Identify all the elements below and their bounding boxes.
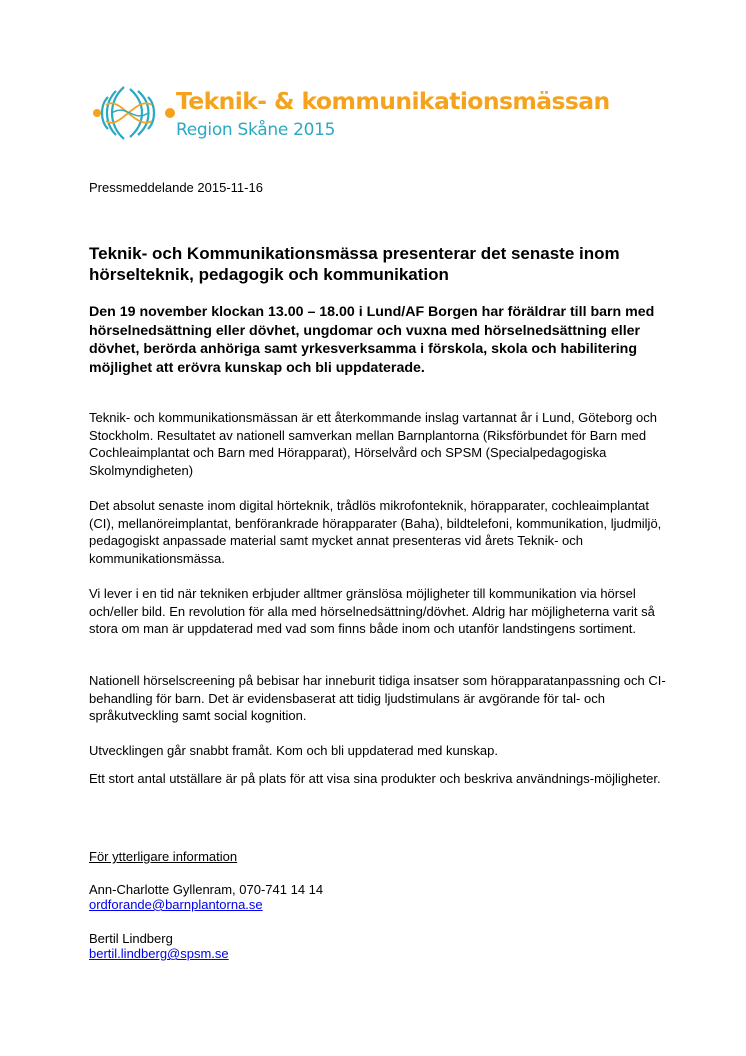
contact-block bbox=[89, 882, 323, 912]
body-paragraph: Utvecklingen går snabbt framåt. Kom och bli uppdaterad med kunskap. bbox=[89, 743, 499, 758]
body-paragraph: Det absolut senaste inom digital hörteknik, trådlös mikrofonteknik, hörapparater, cochleaimplantat (CI), mellanöreimplantat, benförankrade hörapparater (Baha), bildtelefoni, kommunikation, ljudmiljö, pedagogiskt anpassade material samt mycket annat presenteras vid årets Teknik- och kommunikationsmässa. bbox=[89, 498, 662, 566]
lead-paragraph: Den 19 november klockan 13.00 – 18.00 i Lund/AF Borgen har föräldrar till barn med hörselnedsättning eller dövhet, ungdomar och vuxna med hörselnedsättning eller dövhet, berörda anhöriga samt yrkesverksamma i förskola, skola och habilitering möjlighet att erövra kunskap och bli uppdaterade. bbox=[89, 304, 655, 376]
headline: Teknik- och Kommunikationsmässa presenterar det senaste inom hörselteknik, pedagogik och kommunikation bbox=[89, 244, 620, 284]
contact-heading: För ytterligare information bbox=[89, 849, 238, 864]
contact-name: Bertil Lindberg bbox=[89, 931, 173, 946]
email-link[interactable]: ordforande@barnplantorna.se bbox=[89, 897, 263, 912]
fair-logo bbox=[92, 83, 610, 153]
logo-title: Teknik- & kommunikationsmässan bbox=[176, 87, 610, 115]
body-paragraph: Vi lever i en tid när tekniken erbjuder alltmer gränslösa möjligheter till kommunikation via hörsel och/eller bild. En revolution för alla med hörselnedsättning/dövhet. Aldrig har möjligheterna varit så stora om man är uppdaterad med vad som finns både inom och utanför landstingens sortiment. bbox=[89, 586, 655, 636]
email-link[interactable]: bertil.lindberg@spsm.se bbox=[89, 946, 229, 961]
logo-subtitle: Region Skåne 2015 bbox=[176, 120, 336, 140]
body-paragraph: Teknik- och kommunikationsmässan är ett återkommande inslag vartannat år i Lund, Göteborg och Stockholm. Resultatet av nationell samverkan mellan Barnplantorna (Riksförbundet för Barn med Cochleaimplantat och Barn med Hörapparat), Hörselvård och SPSM (Specialpedagogiska Skolmyndigheten) bbox=[89, 410, 657, 478]
press-release-date: Pressmeddelande 2015-11-16 bbox=[89, 180, 263, 195]
body-paragraph: Nationell hörselscreening på bebisar har inneburit tidiga insatser som hörapparatanpassning och CI-behandling för barn. Det är evidensbaserat att tidig ljudstimulans är avgörande för tal- och språkutveckling samt social kognition. bbox=[89, 673, 666, 723]
contact-block bbox=[89, 931, 229, 961]
contact-name: Ann-Charlotte Gyllenram, 070-741 14 14 bbox=[89, 882, 324, 897]
sound-wave-icon bbox=[92, 83, 176, 153]
body-paragraph: Ett stort antal utställare är på plats för att visa sina produkter och beskriva användnings-möjligheter. bbox=[89, 771, 661, 786]
